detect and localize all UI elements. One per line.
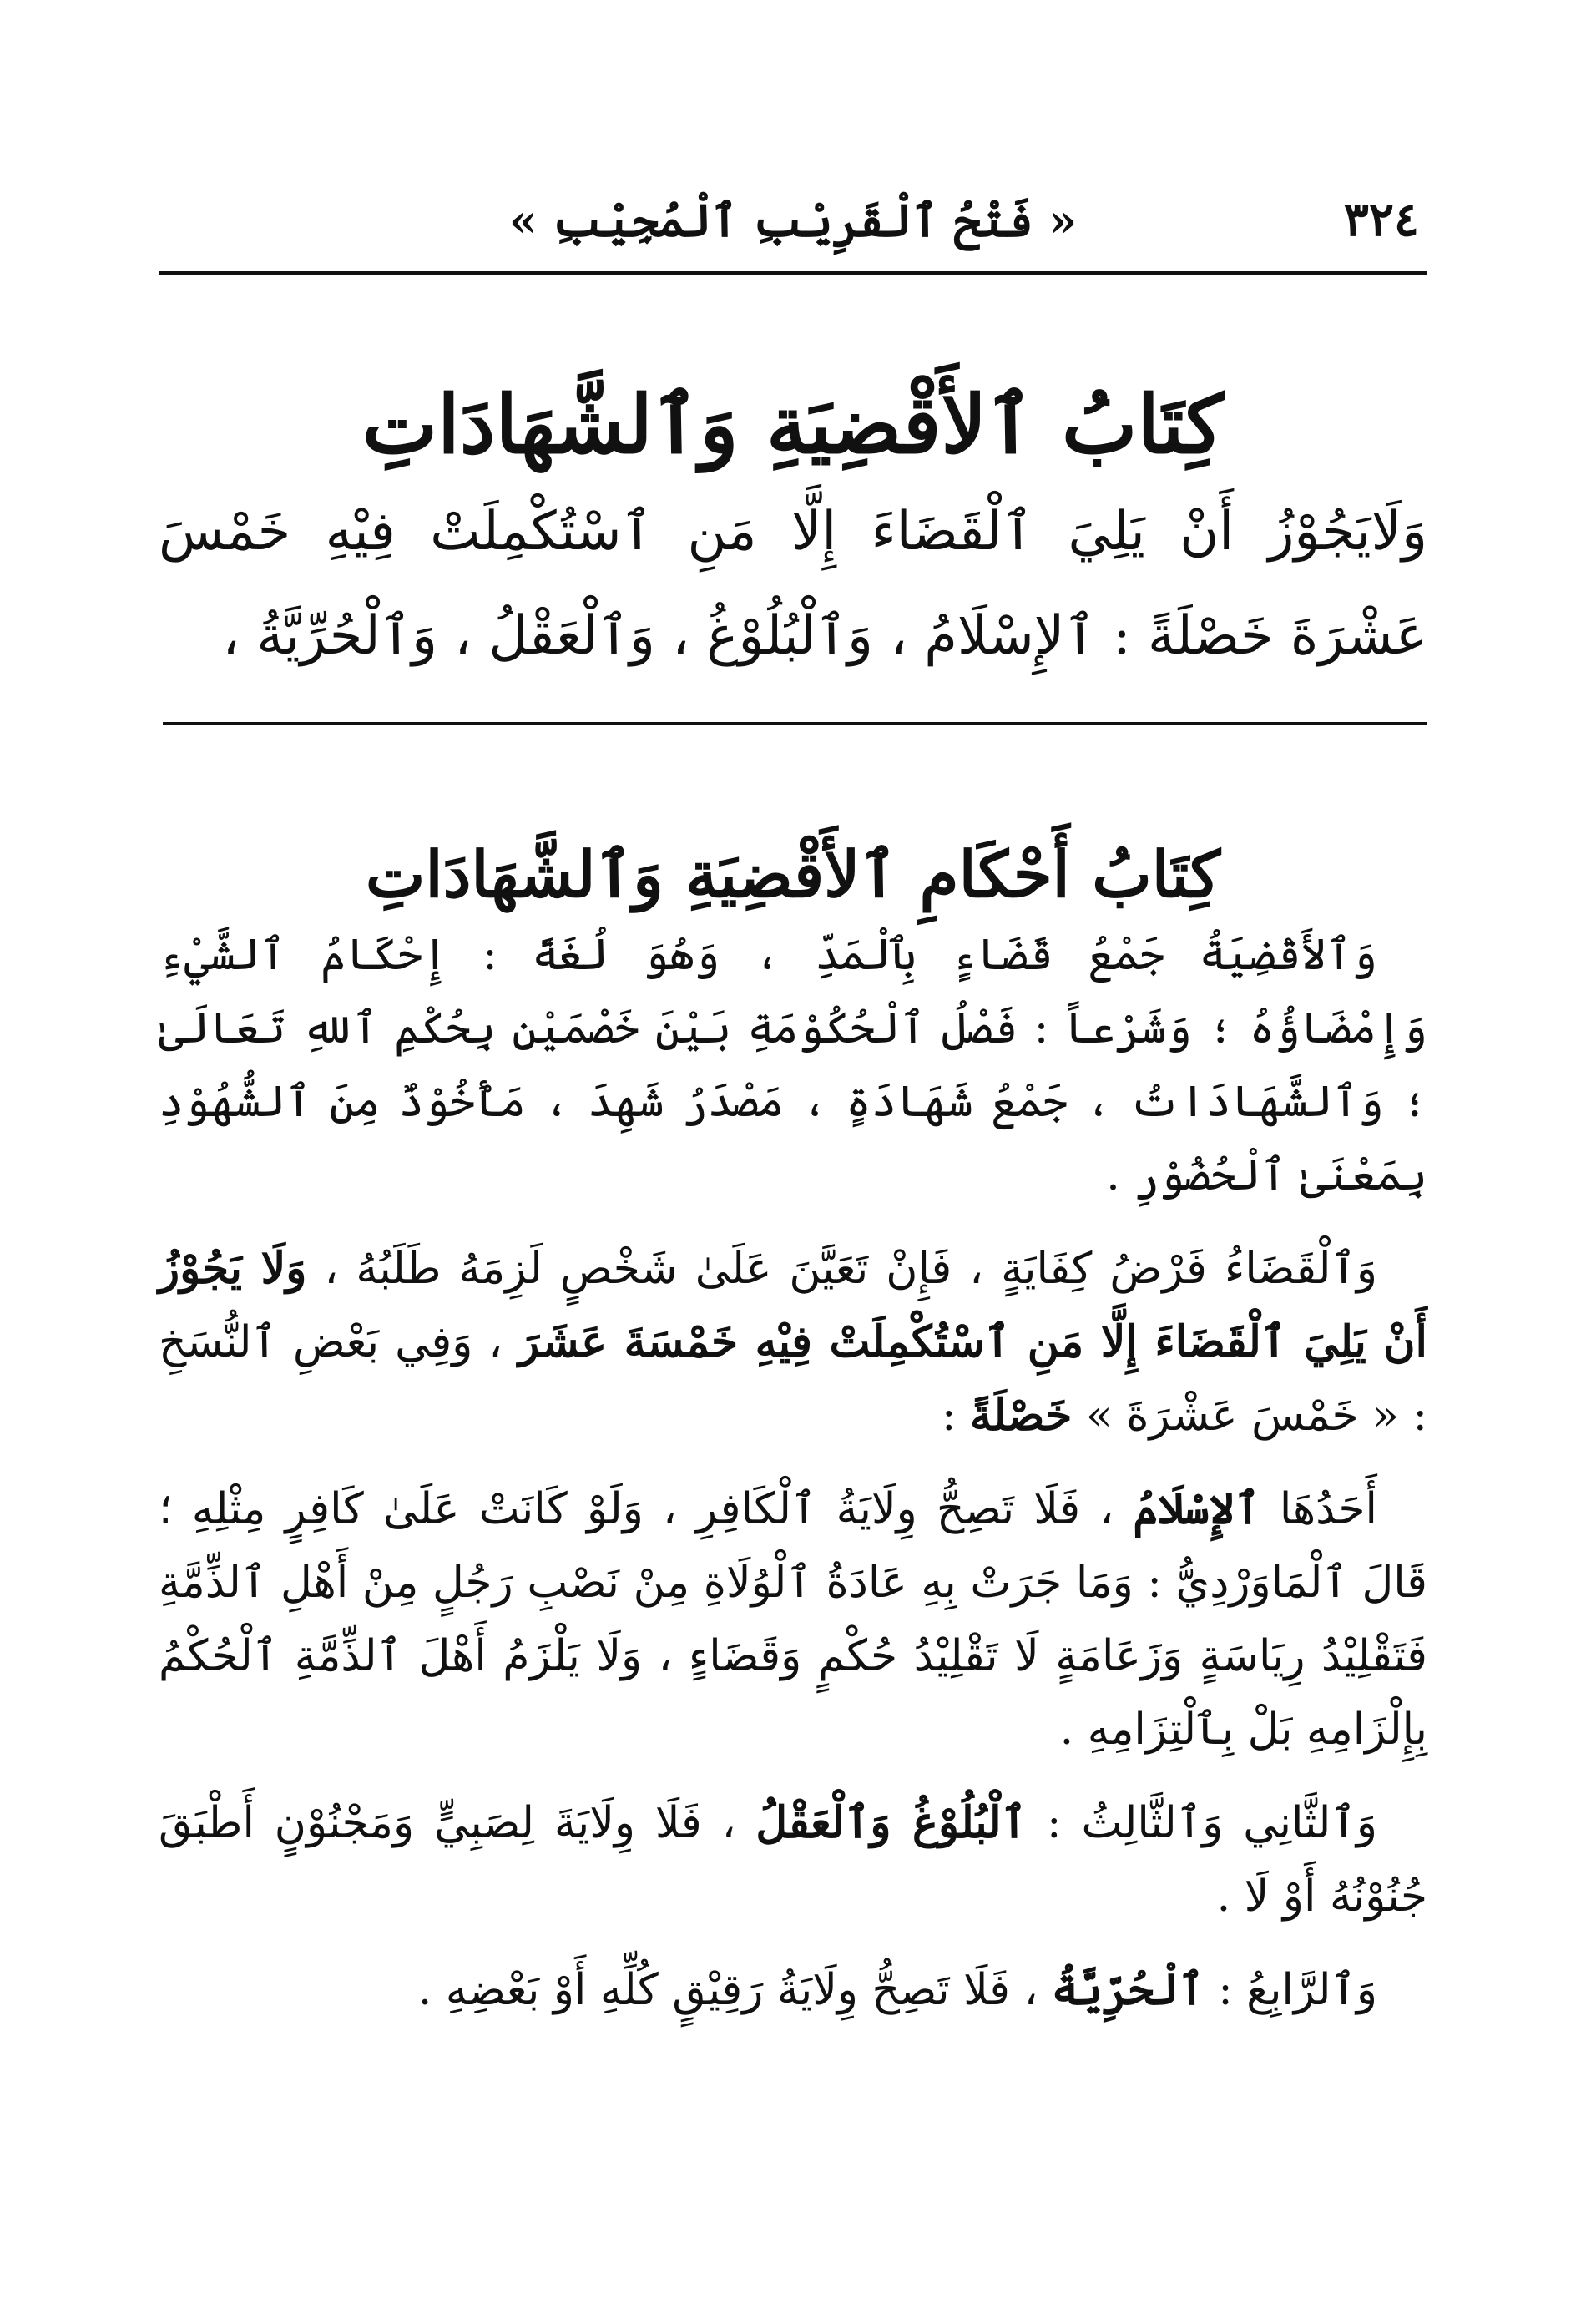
text-run: ، فَلَا وِلَايَةَ لِصَبِيٍّ وَمَجْنُوْنٍ أَطْبَقَ جُنُوْنُهُ أَوْ لَا . xyxy=(159,1798,1427,1922)
text-run: أَحَدُهَا xyxy=(1260,1484,1378,1534)
text-run: ، فَلَا تَصِحُّ وِلَايَةُ ٱلْكَافِرِ ، وَلَوْ كَانَتْ عَلَىٰ كَافِرٍ مِثْلِهِ ؛ قَالَ ٱلْمَاوَرْدِيُّ : وَمَا جَرَتْ بِهِ عَادَةُ ٱلْوُلَاةِ مِنْ نَصْبِ رَجُلٍ مِنْ أَهْلِ ٱلذِّمَّةِ فَتَقْلِيْدُ رِيَاسَةٍ وَزَعَامَةٍ لَا تَقْلِيْدُ حُكْمٍ وَقَضَاءٍ ، وَلَا يَلْزَمُ أَهْلَ ٱلذِّمَّةِ ٱلْحُكْمُ بِإِلْزَامِهِ بَلْ بِٱلْتِزَامِهِ . xyxy=(159,1484,1427,1755)
sharh-chapter-title: كِتَابُ أَحْكَامِ ٱلأَقْضِيَةِ وَٱلشَّهَادَاتِ xyxy=(365,837,1221,912)
page-number: ٣٢٤ xyxy=(1343,192,1419,247)
text-run: ، فَلَا تَصِحُّ وِلَايَةُ رَقِيْقٍ كُلِّهِ أَوْ بَعْضِهِ . xyxy=(417,1965,1052,2015)
page-header xyxy=(159,175,1427,267)
header-rule xyxy=(159,271,1427,275)
paragraph-puberty-sanity xyxy=(159,1786,1427,1933)
section-divider xyxy=(163,722,1427,725)
paragraph-qada-obligation xyxy=(159,1232,1427,1453)
matn-quote: خَصْلَةً xyxy=(970,1390,1073,1441)
text-run: : xyxy=(941,1391,970,1441)
sharh-body xyxy=(159,918,1427,2047)
matn-quote: وَلَا يَجُوْزُ أَنْ يَلِيَ ٱلْقَضَاءَ إِلَّا مَنِ ٱسْتُكْمِلَتْ فِيْهِ خَمْسَةَ عَشَرَ xyxy=(159,1243,1427,1367)
text-run: وَٱلْقَضَاءُ فَرْضُ كِفَايَةٍ ، فَإِنْ تَعَيَّنَ عَلَىٰ شَخْصٍ لَزِمَهُ طَلَبُهُ ، xyxy=(306,1244,1378,1294)
text-run: ، وَفِي بَعْضِ ٱلنُّسَخِ : « خَمْسَ عَشْرَةَ » xyxy=(159,1317,1427,1441)
matn-quote: ٱلْبُلُوْغُ وَٱلْعَقْلُ xyxy=(755,1797,1028,1848)
text-run: وَٱلثَّانِي وَٱلثَّالِثُ : xyxy=(1027,1798,1377,1848)
matn-quote: ٱلْحُرِّيَّةُ xyxy=(1051,1964,1205,2015)
paragraph-freedom xyxy=(159,1953,1427,2027)
paragraph-islam xyxy=(159,1473,1427,1766)
matn-chapter-title: كِتَابُ ٱلأَقْضِيَةِ وَٱلشَّهَادَاتِ xyxy=(361,377,1225,472)
paragraph-definitions: وَٱلأَقْضِيَةُ جَمْعُ قَضَاءٍ بِٱلْمَدِّ ، وَهُوَ لُغَةً : إِحْكَامُ ٱلشَّيْءِ وَإِمْضَاؤُهُ ؛ وَشَرْعاً : فَصْلُ ٱلْحُكُوْمَةِ بَيْنَ خَصْمَيْنِ بِحُكْمِ ٱللهِ تَعَالَىٰ ؛ وَٱلشَّهَادَاتُ ، جَمْعُ شَهَادَةٍ ، مَصْدَرُ شَهِدَ ، مَأْخُوْذٌ مِنَ ٱلشُّهُوْدِ بِمَعْنَىٰ ٱلْحُضُوْرِ . xyxy=(159,930,1427,1200)
text-run: وَٱلرَّابِعُ : xyxy=(1204,1965,1377,2015)
matn-quote: ٱلإِسْلَامُ xyxy=(1133,1483,1260,1534)
running-title: « فَتْحُ ٱلْقَرِيْبِ ٱلْمُجِيْبِ » xyxy=(508,194,1078,247)
matn-text: وَلَايَجُوْزُ أَنْ يَلِيَ ٱلْقَضَاءَ إِلَّا مَنِ ٱسْتُكْمِلَتْ فِيْهِ خَمْسَ عَشْرَةَ خَصْلَةً : ٱلإِسْلَامُ ، وَٱلْبُلُوْغُ ، وَٱلْعَقْلُ ، وَٱلْحُرِّيَّةُ ، xyxy=(159,501,1427,667)
